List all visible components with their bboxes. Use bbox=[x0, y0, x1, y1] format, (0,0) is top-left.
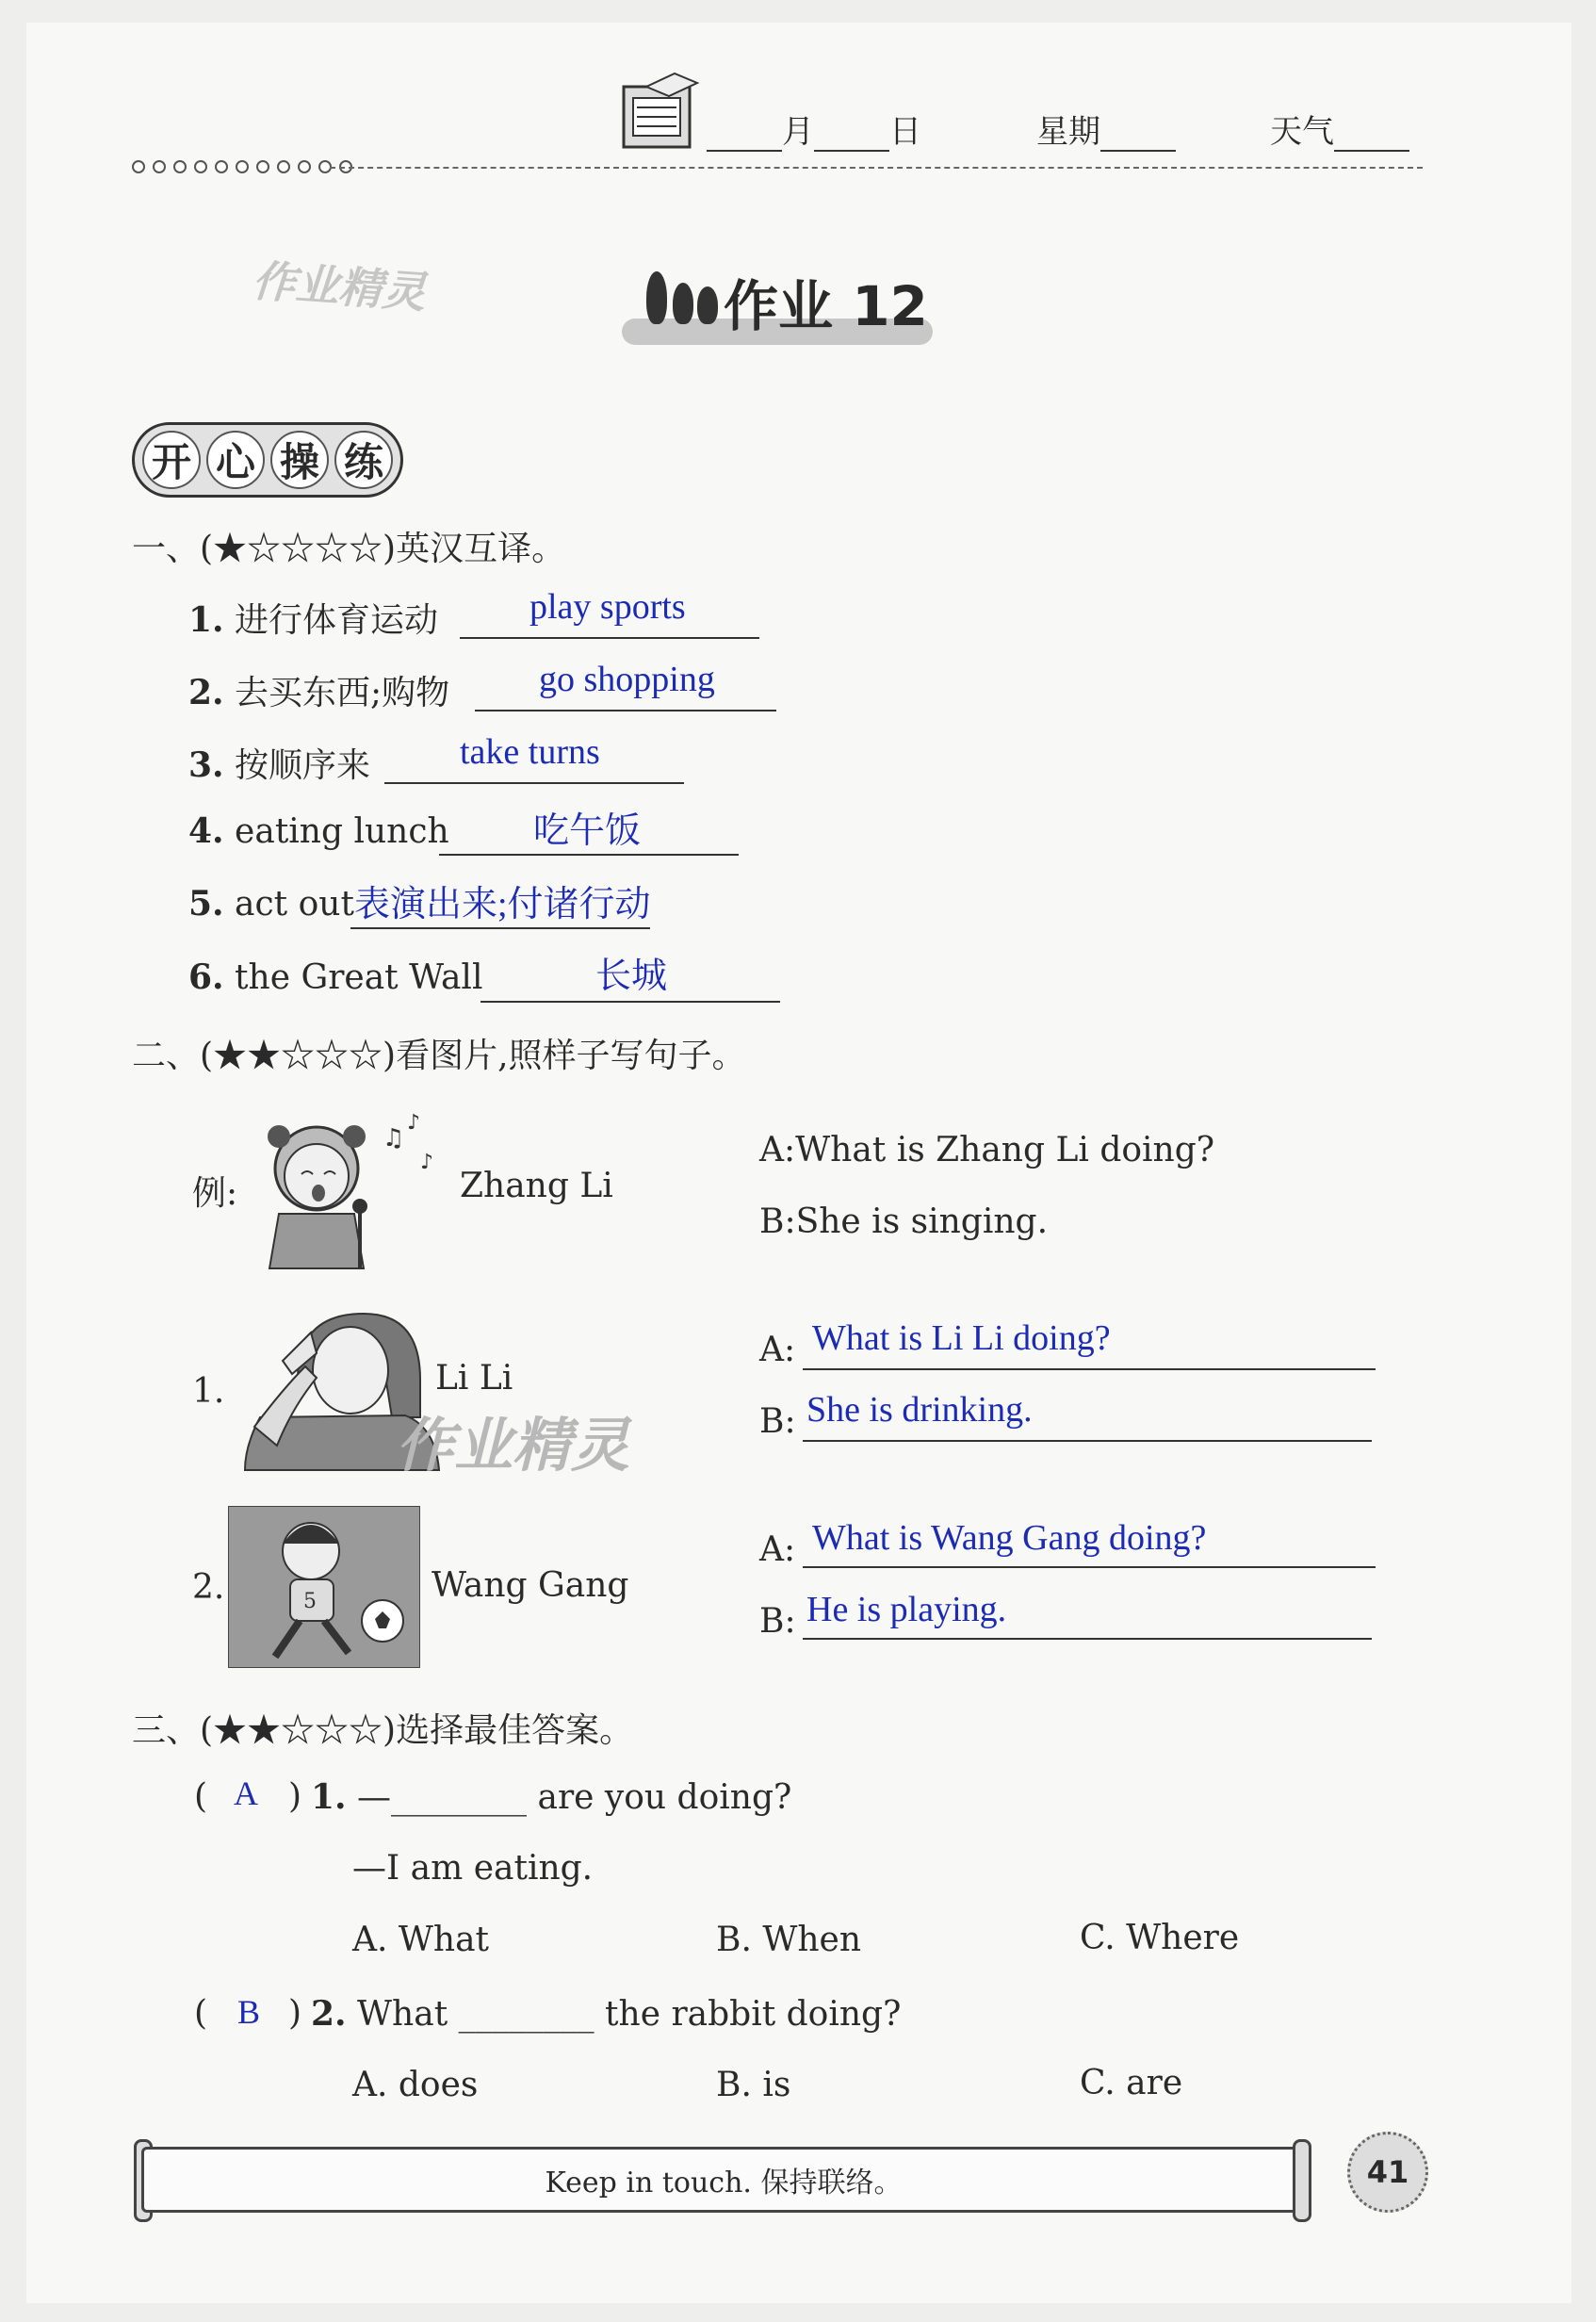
date-fields bbox=[707, 106, 921, 152]
weather-label: 天气 bbox=[1270, 113, 1334, 151]
q3-item-1-stem: 1. —________ are you doing? bbox=[311, 1777, 792, 1817]
page-title bbox=[622, 262, 942, 347]
header-dots bbox=[132, 160, 352, 173]
q3-item-1-reply: —I am eating. bbox=[352, 1849, 594, 1888]
q2-item-2-num: 2. bbox=[192, 1568, 225, 1607]
q2-item-1-a-line[interactable] bbox=[803, 1368, 1376, 1370]
q3-item-2-option-c[interactable]: C. are bbox=[1080, 2064, 1183, 2102]
q1-answer-line-5[interactable] bbox=[350, 927, 650, 929]
q1-answer-3: take turns bbox=[460, 732, 600, 772]
q2-item-2-b-line[interactable] bbox=[803, 1638, 1372, 1640]
q1-item-3: 3. 按顺序来 bbox=[188, 745, 371, 785]
weekday-label: 星期 bbox=[1036, 113, 1100, 151]
day-blank[interactable] bbox=[814, 114, 889, 152]
month-blank[interactable] bbox=[707, 114, 782, 152]
q2-item-1-num: 1. bbox=[192, 1372, 225, 1411]
q2-item-2-a-label: A: bbox=[759, 1530, 796, 1569]
q2-item-1-a-answer: What is Li Li doing? bbox=[812, 1318, 1111, 1358]
weather-field bbox=[1270, 106, 1409, 152]
weekday-field bbox=[1036, 106, 1176, 152]
q3-item-1-close: ) bbox=[288, 1777, 302, 1816]
q2-item-2-a-answer: What is Wang Gang doing? bbox=[812, 1518, 1207, 1558]
day-label: 日 bbox=[889, 113, 921, 151]
footer-motto: Keep in touch. 保持联络。 bbox=[545, 2167, 903, 2199]
watermark-logo: 作业精灵 bbox=[251, 254, 428, 319]
q3-item-1-option-a[interactable]: A. What bbox=[352, 1921, 490, 1959]
singing-girl-image bbox=[241, 1108, 452, 1270]
svg-text:♪: ♪ bbox=[420, 1151, 434, 1174]
q3-item-2-paren: ( bbox=[194, 1994, 208, 2033]
q3-item-2-option-b[interactable]: B. is bbox=[716, 2066, 791, 2104]
q1-answer-line-3[interactable] bbox=[384, 782, 684, 784]
watermark-center: 作业精灵 bbox=[396, 1411, 630, 1480]
weekday-blank[interactable] bbox=[1100, 114, 1176, 152]
q2-example-name: Zhang Li bbox=[460, 1167, 613, 1205]
q2-item-2-name: Wang Gang bbox=[432, 1566, 629, 1605]
svg-text:♪: ♪ bbox=[407, 1111, 421, 1135]
q3-item-2-stem: 2. What ________ the rabbit doing? bbox=[311, 1994, 902, 2034]
q2-item-1-b-label: B: bbox=[759, 1402, 796, 1441]
q1-answer-4: 吃午饭 bbox=[533, 811, 642, 851]
q2-item-1-name: Li Li bbox=[435, 1359, 513, 1398]
header-divider bbox=[330, 167, 1423, 169]
q2-item-2-b-answer: He is playing. bbox=[806, 1590, 1007, 1629]
q3-item-1-paren: ( bbox=[194, 1777, 208, 1816]
soccer-boy-image bbox=[228, 1506, 420, 1668]
q2-item-2-b-label: B: bbox=[759, 1602, 796, 1641]
q1-answer-1: play sports bbox=[529, 587, 686, 627]
title-text: 作业 12 bbox=[724, 274, 928, 338]
q3-item-1-option-c[interactable]: C. Where bbox=[1080, 1919, 1240, 1957]
q3-item-1-option-b[interactable]: B. When bbox=[716, 1921, 862, 1959]
calendar-icon bbox=[618, 70, 703, 151]
q3-item-2-answer: B bbox=[237, 1993, 261, 2031]
q2-item-2-a-line[interactable] bbox=[803, 1566, 1376, 1568]
q2-item-1-a-label: A: bbox=[759, 1331, 796, 1369]
q1-item-2: 2. 去买东西;购物 bbox=[188, 673, 450, 712]
month-label: 月 bbox=[782, 113, 814, 151]
q1-answer-6: 长城 bbox=[595, 957, 668, 996]
q2-example-b: B:She is singing. bbox=[759, 1202, 1049, 1241]
q1-item-5: 5. act out bbox=[188, 884, 354, 924]
q3-item-1-answer: A bbox=[234, 1774, 258, 1812]
q1-item-4: 4. eating lunch bbox=[188, 811, 449, 851]
q2-heading: 二、(★★☆☆☆)看图片,照样子写句子。 bbox=[132, 1037, 746, 1075]
q1-answer-line-2[interactable] bbox=[475, 710, 776, 711]
q1-item-1: 1. 进行体育运动 bbox=[188, 600, 439, 640]
footer-scroll-right bbox=[1293, 2139, 1311, 2222]
q2-example-a: A:What is Zhang Li doing? bbox=[759, 1131, 1215, 1169]
q1-answer-line-4[interactable] bbox=[439, 854, 739, 856]
section-badge: 开 心 操 练 bbox=[132, 422, 403, 498]
q2-item-1-b-line[interactable] bbox=[803, 1440, 1372, 1442]
q3-item-2-option-a[interactable]: A. does bbox=[352, 2066, 479, 2104]
svg-text:5: 5 bbox=[303, 1590, 317, 1613]
q1-heading: 一、(★☆☆☆☆)英汉互译。 bbox=[132, 530, 566, 568]
footer-motto-box bbox=[141, 2147, 1306, 2213]
q1-answer-2: go shopping bbox=[539, 660, 715, 699]
q1-item-6: 6. the Great Wall bbox=[188, 957, 483, 997]
q1-answer-5: 表演出来;付诸行动 bbox=[354, 885, 651, 924]
q1-answer-line-6[interactable] bbox=[480, 1001, 780, 1003]
page-number: 41 bbox=[1347, 2132, 1428, 2213]
q3-heading: 三、(★★☆☆☆)选择最佳答案。 bbox=[132, 1711, 634, 1750]
svg-text:♫: ♫ bbox=[383, 1124, 405, 1153]
q2-example-label: 例: bbox=[192, 1174, 238, 1213]
q1-answer-line-1[interactable] bbox=[460, 637, 759, 639]
weather-blank[interactable] bbox=[1334, 114, 1409, 152]
q2-item-1-b-answer: She is drinking. bbox=[806, 1390, 1033, 1430]
q3-item-2-close: ) bbox=[288, 1994, 302, 2033]
